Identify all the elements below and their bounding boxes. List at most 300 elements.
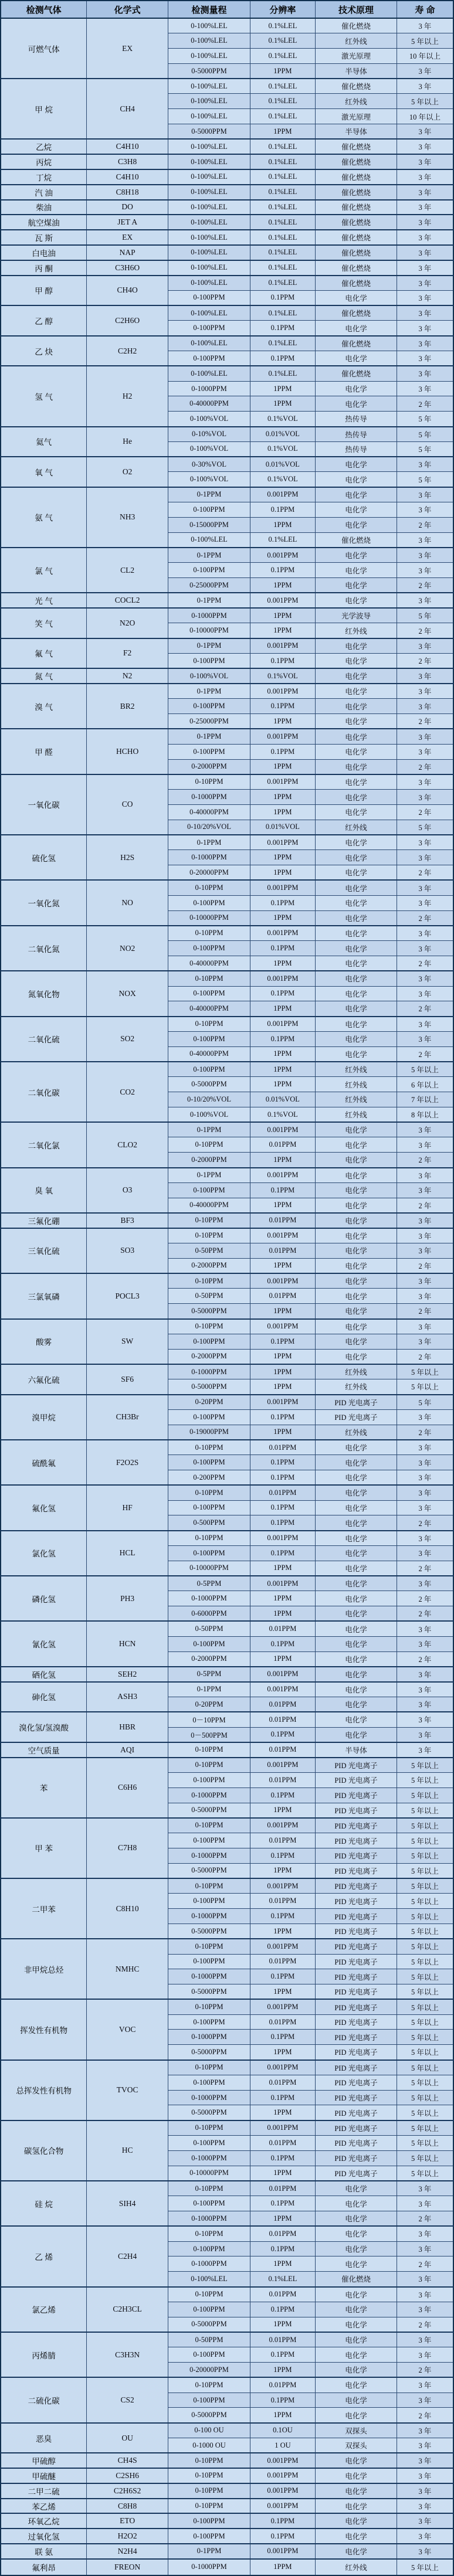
- resolution-cell: 1PPM: [250, 1349, 315, 1364]
- lifespan-cell: 3 年: [397, 18, 453, 33]
- range-cell: 0-25000PPM: [168, 714, 250, 729]
- range-cell: 0-40000PPM: [168, 396, 250, 412]
- lifespan-cell: 3 年: [397, 941, 453, 956]
- range-cell: 0-1000PPM: [168, 1909, 250, 1924]
- resolution-cell: 1PPM: [250, 1046, 315, 1062]
- range-cell: 0-100%LEL: [168, 185, 250, 200]
- range-cell: 0-40000PPM: [168, 1001, 250, 1017]
- formula-cell: HBR: [87, 1712, 168, 1742]
- principle-cell: 电化学: [316, 653, 397, 668]
- resolution-cell: 0.1%LEL: [250, 94, 315, 109]
- formula-cell: NO: [87, 880, 168, 925]
- principle-cell: 电化学: [316, 1591, 397, 1606]
- lifespan-cell: 3 年: [397, 169, 453, 185]
- resolution-cell: 0.01PPM: [250, 1742, 315, 1758]
- resolution-cell: 0.1PPM: [250, 941, 315, 956]
- principle-cell: 电化学: [316, 2181, 397, 2196]
- principle-cell: PID 光电离子: [316, 1954, 397, 1969]
- principle-cell: 电化学: [316, 1697, 397, 1712]
- gas-name-cell: 丙烯腈: [1, 2332, 87, 2377]
- header-formula: 化学式: [87, 1, 168, 18]
- resolution-cell: 0.1PPM: [250, 1031, 315, 1046]
- table-row: [1, 139, 453, 154]
- gas-name-cell: 甲硫醇: [1, 2453, 87, 2468]
- principle-cell: 红外线: [316, 1077, 397, 1092]
- resolution-cell: 1PPM: [250, 2408, 315, 2423]
- resolution-cell: 0.1%LEL: [250, 305, 315, 321]
- resolution-cell: 1PPM: [250, 608, 315, 623]
- resolution-cell: 0.01PPM: [250, 2377, 315, 2393]
- range-cell: 0-100PPM: [168, 2075, 250, 2090]
- lifespan-cell: 5 年: [397, 820, 453, 835]
- lifespan-cell: 3 年: [397, 2377, 453, 2393]
- lifespan-cell: 3 年: [397, 548, 453, 563]
- range-cell: 0-20000PPM: [168, 2363, 250, 2378]
- table-row: [1, 1576, 453, 1591]
- lifespan-cell: 5 年以上: [397, 1062, 453, 1077]
- gas-name-cell: 二硫化碳: [1, 2377, 87, 2422]
- formula-cell: CH4O: [87, 276, 168, 306]
- resolution-cell: 0.1PPM: [250, 1909, 315, 1924]
- principle-cell: 电化学: [316, 396, 397, 412]
- formula-cell: AQI: [87, 1742, 168, 1758]
- range-cell: 0-20000PPM: [168, 865, 250, 881]
- range-cell: 0-10PPM: [168, 1742, 250, 1758]
- formula-cell: NMHC: [87, 1939, 168, 1999]
- gas-name-cell: 柴油: [1, 200, 87, 215]
- resolution-cell: 0.1%LEL: [250, 260, 315, 276]
- principle-cell: 催化燃烧: [316, 366, 397, 381]
- lifespan-cell: 5 年以上: [397, 2166, 453, 2181]
- principle-cell: 电化学: [316, 2468, 397, 2483]
- lifespan-cell: 5 年以上: [397, 2136, 453, 2151]
- resolution-cell: 0.01PPM: [250, 1697, 315, 1712]
- range-cell: 0-100PPM: [168, 2529, 250, 2544]
- principle-cell: 电化学: [316, 895, 397, 910]
- principle-cell: 电化学: [316, 2529, 397, 2544]
- principle-cell: 电化学: [316, 2408, 397, 2423]
- principle-cell: PID 光电离子: [316, 1409, 397, 1425]
- resolution-cell: 0.1%LEL: [250, 336, 315, 351]
- gas-name-cell: 氢 气: [1, 366, 87, 426]
- principle-cell: 电化学: [316, 880, 397, 895]
- table-row: [1, 215, 453, 230]
- gas-name-cell: 光 气: [1, 593, 87, 608]
- range-cell: 0-10PPM: [168, 2377, 250, 2393]
- principle-cell: 催化燃烧: [316, 230, 397, 245]
- resolution-cell: 0.01PPM: [250, 1772, 315, 1787]
- principle-cell: PID 光电离子: [316, 1803, 397, 1818]
- principle-cell: 电化学: [316, 1651, 397, 1667]
- resolution-cell: 0.1%LEL: [250, 49, 315, 64]
- lifespan-cell: 3 年: [397, 1273, 453, 1289]
- gas-name-cell: 碳氢化合物: [1, 2120, 87, 2181]
- resolution-cell: 0.1%LEL: [250, 18, 315, 33]
- principle-cell: 电化学: [316, 2347, 397, 2363]
- lifespan-cell: 2 年: [397, 910, 453, 926]
- lifespan-cell: 3 年: [397, 487, 453, 502]
- range-cell: 0-100PPM: [168, 1455, 250, 1470]
- principle-cell: PID 光电离子: [316, 1863, 397, 1878]
- lifespan-cell: 3 年: [397, 336, 453, 351]
- range-cell: 0-5000PPM: [168, 1923, 250, 1939]
- range-cell: 0-10PPM: [168, 1137, 250, 1153]
- gas-name-cell: 甲 苯: [1, 1818, 87, 1878]
- lifespan-cell: 3 年: [397, 790, 453, 805]
- resolution-cell: 1PPM: [250, 63, 315, 79]
- lifespan-cell: 5 年以上: [397, 1818, 453, 1833]
- resolution-cell: 0.01PPM: [250, 1213, 315, 1228]
- lifespan-cell: 2 年: [397, 1046, 453, 1062]
- resolution-cell: 0.1PPM: [250, 986, 315, 1001]
- formula-cell: ETO: [87, 2513, 168, 2529]
- table-row: [1, 2423, 453, 2438]
- table-row: [1, 1062, 453, 1077]
- lifespan-cell: 3 年: [397, 1621, 453, 1636]
- range-cell: 0-1000PPM: [168, 2211, 250, 2227]
- principle-cell: 电化学: [316, 684, 397, 699]
- lifespan-cell: 2 年: [397, 2363, 453, 2378]
- range-cell: 0-10000PPM: [168, 910, 250, 926]
- lifespan-cell: 5 年以上: [397, 1758, 453, 1773]
- principle-cell: 电化学: [316, 381, 397, 396]
- resolution-cell: 0.001PPM: [250, 1273, 315, 1289]
- resolution-cell: 0.1PPM: [250, 563, 315, 578]
- resolution-cell: 0.001PPM: [250, 2120, 315, 2136]
- gas-name-cell: 氮 气: [1, 668, 87, 684]
- lifespan-cell: 3 年: [397, 185, 453, 200]
- range-cell: 0-100PPM: [168, 653, 250, 668]
- range-cell: 0-100PPM: [168, 1545, 250, 1561]
- principle-cell: 电化学: [316, 986, 397, 1001]
- range-cell: 0-100%LEL: [168, 109, 250, 124]
- principle-cell: 催化燃烧: [316, 305, 397, 321]
- range-cell: 0-10PPM: [168, 2181, 250, 2196]
- principle-cell: 电化学: [316, 1667, 397, 1682]
- range-cell: 0-2000PPM: [168, 759, 250, 774]
- principle-cell: 催化燃烧: [316, 2272, 397, 2287]
- principle-cell: 电化学: [316, 941, 397, 956]
- resolution-cell: 0.001PPM: [250, 1667, 315, 1682]
- principle-cell: 电化学: [316, 638, 397, 654]
- resolution-cell: 1PPM: [250, 2363, 315, 2378]
- formula-cell: DO: [87, 200, 168, 215]
- formula-cell: HCL: [87, 1531, 168, 1576]
- range-cell: 0-100PPM: [168, 744, 250, 759]
- principle-cell: 催化燃烧: [316, 336, 397, 351]
- principle-cell: 红外线: [316, 1092, 397, 1107]
- gas-name-cell: 乙 炔: [1, 336, 87, 366]
- gas-name-cell: 甲硫醚: [1, 2468, 87, 2483]
- lifespan-cell: 2 年: [397, 2211, 453, 2227]
- range-cell: 0-1PPM: [168, 835, 250, 850]
- range-cell: 0-100%LEL: [168, 79, 250, 94]
- resolution-cell: 0.1%LEL: [250, 366, 315, 381]
- lifespan-cell: 2 年: [397, 1651, 453, 1667]
- range-cell: 0-10PPM: [168, 1319, 250, 1334]
- formula-cell: SO2: [87, 1017, 168, 1062]
- range-cell: 0-100PPM: [168, 2196, 250, 2211]
- formula-cell: POCL3: [87, 1273, 168, 1318]
- resolution-cell: 0.1%LEL: [250, 230, 315, 245]
- resolution-cell: 0.01PPM: [250, 2014, 315, 2030]
- table-row: [1, 2453, 453, 2468]
- resolution-cell: 0.1PPM: [250, 2529, 315, 2544]
- resolution-cell: 1PPM: [250, 1803, 315, 1818]
- principle-cell: 电化学: [316, 2544, 397, 2559]
- table-row: [1, 1228, 453, 1243]
- lifespan-cell: 3 年: [397, 2347, 453, 2363]
- lifespan-cell: 3 年: [397, 1122, 453, 1137]
- resolution-cell: 0.1PPM: [250, 2302, 315, 2317]
- range-cell: 0-100%LEL: [168, 2272, 250, 2287]
- lifespan-cell: 3 年: [397, 699, 453, 714]
- resolution-cell: 0.001PPM: [250, 1395, 315, 1410]
- lifespan-cell: 3 年: [397, 1017, 453, 1032]
- resolution-cell: 1PPM: [250, 1304, 315, 1319]
- formula-cell: CH3Br: [87, 1395, 168, 1440]
- lifespan-cell: 5 年以上: [397, 94, 453, 109]
- gas-name-cell: 挥发性有机物: [1, 1999, 87, 2060]
- table-row: [1, 638, 453, 654]
- table-row: [1, 971, 453, 986]
- formula-cell: O3: [87, 1168, 168, 1213]
- range-cell: 0-100PPM: [168, 1833, 250, 1848]
- header-gas: 检测气体: [1, 1, 87, 18]
- principle-cell: 电化学: [316, 2363, 397, 2378]
- lifespan-cell: 3 年: [397, 1545, 453, 1561]
- lifespan-cell: 3 年: [397, 2393, 453, 2408]
- formula-cell: C7H8: [87, 1818, 168, 1878]
- formula-cell: C3H8: [87, 154, 168, 169]
- principle-cell: 电化学: [316, 971, 397, 986]
- gas-name-cell: 氧 气: [1, 457, 87, 487]
- range-cell: 0-1000PPM: [168, 608, 250, 623]
- resolution-cell: 1PPM: [250, 1651, 315, 1667]
- resolution-cell: 1PPM: [250, 577, 315, 593]
- lifespan-cell: 3 年: [397, 2544, 453, 2559]
- principle-cell: 热传导: [316, 412, 397, 427]
- range-cell: 0-10PPM: [168, 2287, 250, 2302]
- principle-cell: 电化学: [316, 593, 397, 608]
- principle-cell: 电化学: [316, 1122, 397, 1137]
- resolution-cell: 0.001PPM: [250, 1576, 315, 1591]
- range-cell: 0-5000PPM: [168, 1379, 250, 1395]
- lifespan-cell: 3 年: [397, 1455, 453, 1470]
- resolution-cell: 0.1PPM: [250, 895, 315, 910]
- principle-cell: PID 光电离子: [316, 1894, 397, 1909]
- resolution-cell: 1PPM: [250, 1001, 315, 1017]
- principle-cell: 催化燃烧: [316, 532, 397, 548]
- lifespan-cell: 7 年以上: [397, 1092, 453, 1107]
- principle-cell: PID 光电离子: [316, 2120, 397, 2136]
- gas-name-cell: 硒化氢: [1, 1667, 87, 1682]
- formula-cell: NOX: [87, 971, 168, 1016]
- resolution-cell: 0.1%VOL: [250, 441, 315, 457]
- resolution-cell: 0.001PPM: [250, 684, 315, 699]
- lifespan-cell: 2 年: [397, 865, 453, 881]
- table-row: [1, 2513, 453, 2529]
- resolution-cell: 1PPM: [250, 1591, 315, 1606]
- resolution-cell: 0.1PPM: [250, 1727, 315, 1742]
- table-row: [1, 1364, 453, 1379]
- formula-cell: C6H6: [87, 1758, 168, 1818]
- gas-name-cell: 氨 气: [1, 487, 87, 548]
- formula-cell: CH4S: [87, 2453, 168, 2468]
- principle-cell: 电化学: [316, 790, 397, 805]
- principle-cell: 红外线: [316, 1425, 397, 1440]
- range-cell: 0-100PPM: [168, 1409, 250, 1425]
- principle-cell: PID 光电离子: [316, 1833, 397, 1848]
- principle-cell: PID 光电离子: [316, 2075, 397, 2090]
- gas-name-cell: 三氧化硫: [1, 1228, 87, 1273]
- principle-cell: 电化学: [316, 1319, 397, 1334]
- range-cell: 0-2000PPM: [168, 1651, 250, 1667]
- formula-cell: C2H3CL: [87, 2287, 168, 2332]
- resolution-cell: 1PPM: [250, 1077, 315, 1092]
- range-cell: 0-1000PPM: [168, 790, 250, 805]
- resolution-cell: 0.001PPM: [250, 880, 315, 895]
- range-cell: 0-1PPM: [168, 684, 250, 699]
- range-cell: 0-1000PPM: [168, 2559, 250, 2575]
- gas-name-cell: 丙 酮: [1, 260, 87, 276]
- table-row: [1, 880, 453, 895]
- resolution-cell: 0.1%LEL: [250, 200, 315, 215]
- gas-name-cell: 氯乙烯: [1, 2287, 87, 2332]
- formula-cell: NAP: [87, 245, 168, 260]
- principle-cell: 电化学: [316, 1001, 397, 1017]
- table-row: [1, 1485, 453, 1500]
- gas-name-cell: 可燃气体: [1, 18, 87, 79]
- resolution-cell: 0.001PPM: [250, 774, 315, 790]
- range-cell: 0-100PPM: [168, 351, 250, 366]
- lifespan-cell: 2 年: [397, 653, 453, 668]
- range-cell: 0-100%LEL: [168, 336, 250, 351]
- principle-cell: 电化学: [316, 2483, 397, 2499]
- lifespan-cell: 10 年以上: [397, 109, 453, 124]
- range-cell: 0-5000PPM: [168, 2408, 250, 2423]
- resolution-cell: 0.1PPM: [250, 1787, 315, 1803]
- range-cell: 0-10PPM: [168, 1878, 250, 1894]
- formula-cell: SF6: [87, 1364, 168, 1395]
- formula-cell: SEH2: [87, 1667, 168, 1682]
- lifespan-cell: 5 年以上: [397, 1954, 453, 1969]
- range-cell: 0-1PPM: [168, 729, 250, 744]
- table-row: [1, 1999, 453, 2014]
- resolution-cell: 1PPM: [250, 124, 315, 140]
- table-row: [1, 1712, 453, 1727]
- range-cell: 0-100PPM: [168, 321, 250, 336]
- range-cell: 0-100PPM: [168, 986, 250, 1001]
- table-row: [1, 593, 453, 608]
- resolution-cell: 0.1%LEL: [250, 79, 315, 94]
- resolution-cell: 1PPM: [250, 714, 315, 729]
- principle-cell: 电化学: [316, 517, 397, 532]
- lifespan-cell: 3 年: [397, 563, 453, 578]
- resolution-cell: 1PPM: [250, 2105, 315, 2120]
- lifespan-cell: 3 年: [397, 2241, 453, 2256]
- principle-cell: 催化燃烧: [316, 185, 397, 200]
- range-cell: 0-1000PPM: [168, 381, 250, 396]
- formula-cell: C3H3N: [87, 2332, 168, 2377]
- resolution-cell: 1PPM: [250, 850, 315, 865]
- lifespan-cell: 5 年以上: [397, 2060, 453, 2075]
- table-row: [1, 1742, 453, 1758]
- lifespan-cell: 2 年: [397, 1153, 453, 1168]
- formula-cell: N2: [87, 668, 168, 684]
- range-cell: 0-30%VOL: [168, 457, 250, 472]
- range-cell: 0-5000PPM: [168, 1863, 250, 1878]
- lifespan-cell: 5 年以上: [397, 1803, 453, 1818]
- principle-cell: 红外线: [316, 1364, 397, 1379]
- resolution-cell: 1PPM: [250, 2211, 315, 2227]
- table-row: [1, 2181, 453, 2196]
- range-cell: 0-100%LEL: [168, 366, 250, 381]
- range-cell: 0-1000PPM: [168, 1787, 250, 1803]
- lifespan-cell: 2 年: [397, 623, 453, 638]
- principle-cell: 电化学: [316, 926, 397, 941]
- principle-cell: PID 光电离子: [316, 1878, 397, 1894]
- resolution-cell: 0.1PPM: [250, 2513, 315, 2529]
- range-cell: 0-100%LEL: [168, 18, 250, 33]
- range-cell: 0-1000PPM: [168, 1969, 250, 1984]
- principle-cell: 红外线: [316, 2559, 397, 2575]
- lifespan-cell: 3 年: [397, 290, 453, 305]
- resolution-cell: 0.01PPM: [250, 2226, 315, 2241]
- lifespan-cell: 3 年: [397, 880, 453, 895]
- table-row: [1, 230, 453, 245]
- range-cell: 0-100PPM: [168, 2393, 250, 2408]
- principle-cell: 电化学: [316, 2513, 397, 2529]
- principle-cell: 电化学: [316, 1017, 397, 1032]
- resolution-cell: 0.01PPM: [250, 1485, 315, 1500]
- resolution-cell: 0.1PPM: [250, 1409, 315, 1425]
- lifespan-cell: 5 年以上: [397, 2075, 453, 2090]
- lifespan-cell: 5 年以上: [397, 1364, 453, 1379]
- table-row: [1, 1531, 453, 1546]
- lifespan-cell: 3 年: [397, 926, 453, 941]
- gas-name-cell: 苯乙烯: [1, 2499, 87, 2514]
- lifespan-cell: 5 年以上: [397, 1772, 453, 1787]
- principle-cell: 电化学: [316, 1621, 397, 1636]
- principle-cell: 电化学: [316, 1031, 397, 1046]
- formula-cell: FREON: [87, 2559, 168, 2575]
- table-row: [1, 2544, 453, 2559]
- lifespan-cell: 3 年: [397, 457, 453, 472]
- range-cell: 0-50PPM: [168, 1289, 250, 1304]
- range-cell: 0-10PPM: [168, 1440, 250, 1455]
- lifespan-cell: 3 年: [397, 1440, 453, 1455]
- resolution-cell: 0.1PPM: [250, 1636, 315, 1651]
- formula-cell: C2H2: [87, 336, 168, 366]
- table-row: [1, 1440, 453, 1455]
- formula-cell: H2O2: [87, 2529, 168, 2544]
- principle-cell: PID 光电离子: [316, 1939, 397, 1954]
- table-row: [1, 774, 453, 790]
- resolution-cell: 0.001PPM: [250, 2060, 315, 2075]
- principle-cell: PID 光电离子: [316, 2045, 397, 2060]
- principle-cell: 催化燃烧: [316, 18, 397, 33]
- table-row: [1, 835, 453, 850]
- principle-cell: 热传导: [316, 441, 397, 457]
- formula-cell: EX: [87, 230, 168, 245]
- formula-cell: C3H6O: [87, 260, 168, 276]
- resolution-cell: 1PPM: [250, 1258, 315, 1273]
- resolution-cell: 0.1PPM: [250, 1969, 315, 1984]
- resolution-cell: 0.1PPM: [250, 744, 315, 759]
- formula-cell: OU: [87, 2423, 168, 2453]
- table-row: [1, 185, 453, 200]
